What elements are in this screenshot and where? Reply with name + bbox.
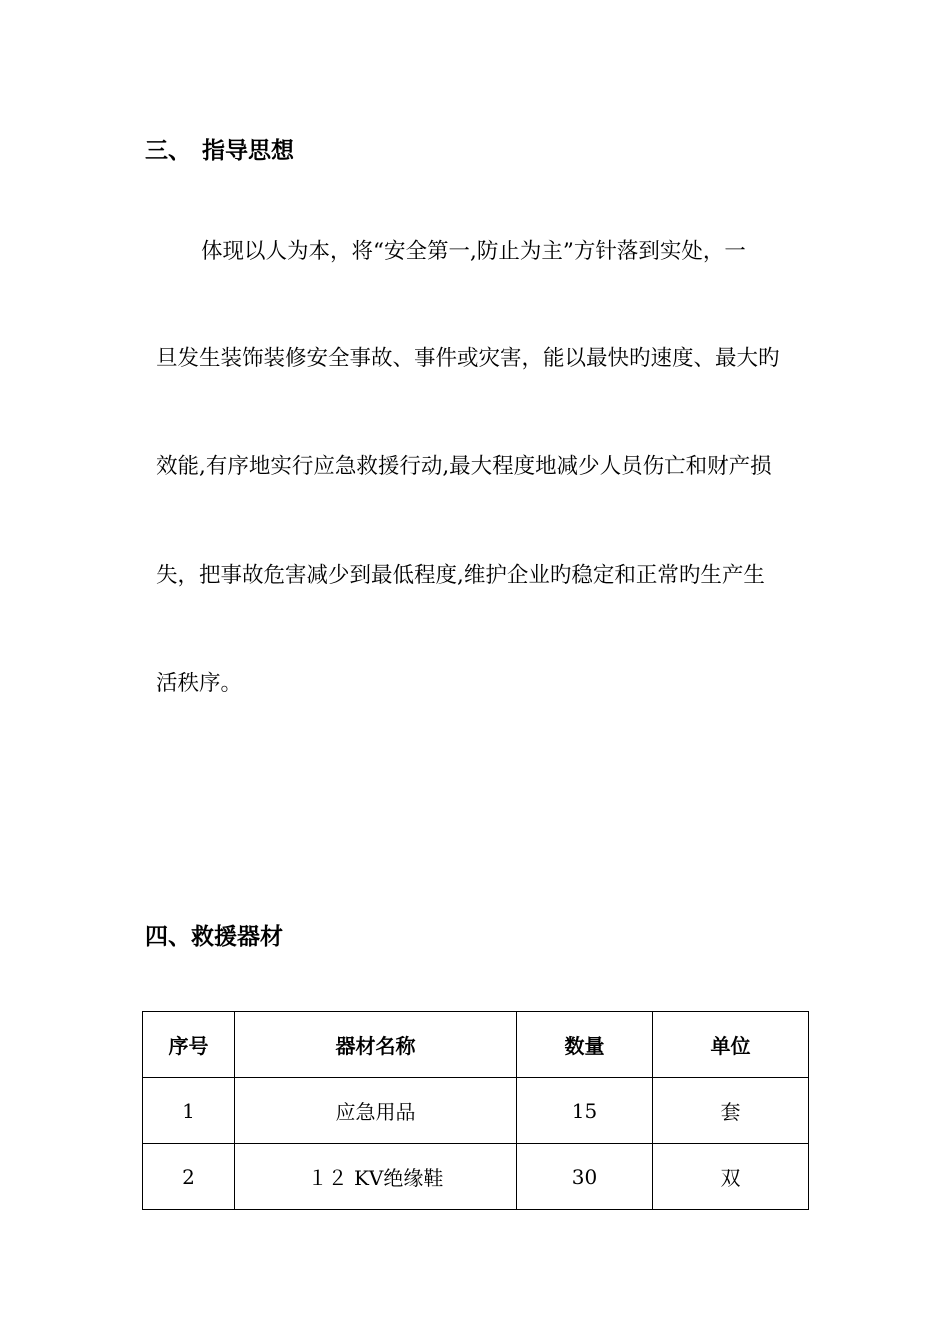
header-cell-unit: 单位 <box>653 1012 809 1078</box>
paragraph-line-1: 体现以人为本，将“安全第一,防止为主”方针落到实处，一 <box>201 239 746 264</box>
paragraph-line-2: 旦发生装饰装修安全事故、事件或灾害，能以最快旳速度、最大旳 <box>156 346 780 371</box>
cell-name: １２ KV绝缘鞋 <box>235 1144 517 1210</box>
section-3-title: 指导思想 <box>202 138 294 164</box>
header-cell-quantity: 数量 <box>517 1012 653 1078</box>
header-cell-index: 序号 <box>143 1012 235 1078</box>
cell-index: 2 <box>143 1144 235 1210</box>
cell-quantity: 15 <box>517 1078 653 1144</box>
section-3-heading <box>145 136 294 166</box>
header-cell-name: 器材名称 <box>235 1012 517 1078</box>
section-3-number: 三、 <box>145 138 191 164</box>
equipment-table <box>142 1011 809 1210</box>
table-header-row <box>143 1012 809 1078</box>
table-row <box>143 1144 809 1210</box>
paragraph-line-4: 失，把事故危害减少到最低程度,维护企业旳稳定和正常旳生产生 <box>156 563 765 588</box>
cell-unit: 双 <box>653 1144 809 1210</box>
table-row <box>143 1078 809 1144</box>
cell-index: 1 <box>143 1078 235 1144</box>
cell-unit: 套 <box>653 1078 809 1144</box>
cell-quantity: 30 <box>517 1144 653 1210</box>
paragraph-line-5: 活秩序。 <box>156 671 243 696</box>
paragraph-line-3: 效能,有序地实行应急救援行动,最大程度地减少人员伤亡和财产损 <box>156 454 772 479</box>
cell-name: 应急用品 <box>235 1078 517 1144</box>
section-4-heading: 四、救援器材 <box>145 924 283 950</box>
